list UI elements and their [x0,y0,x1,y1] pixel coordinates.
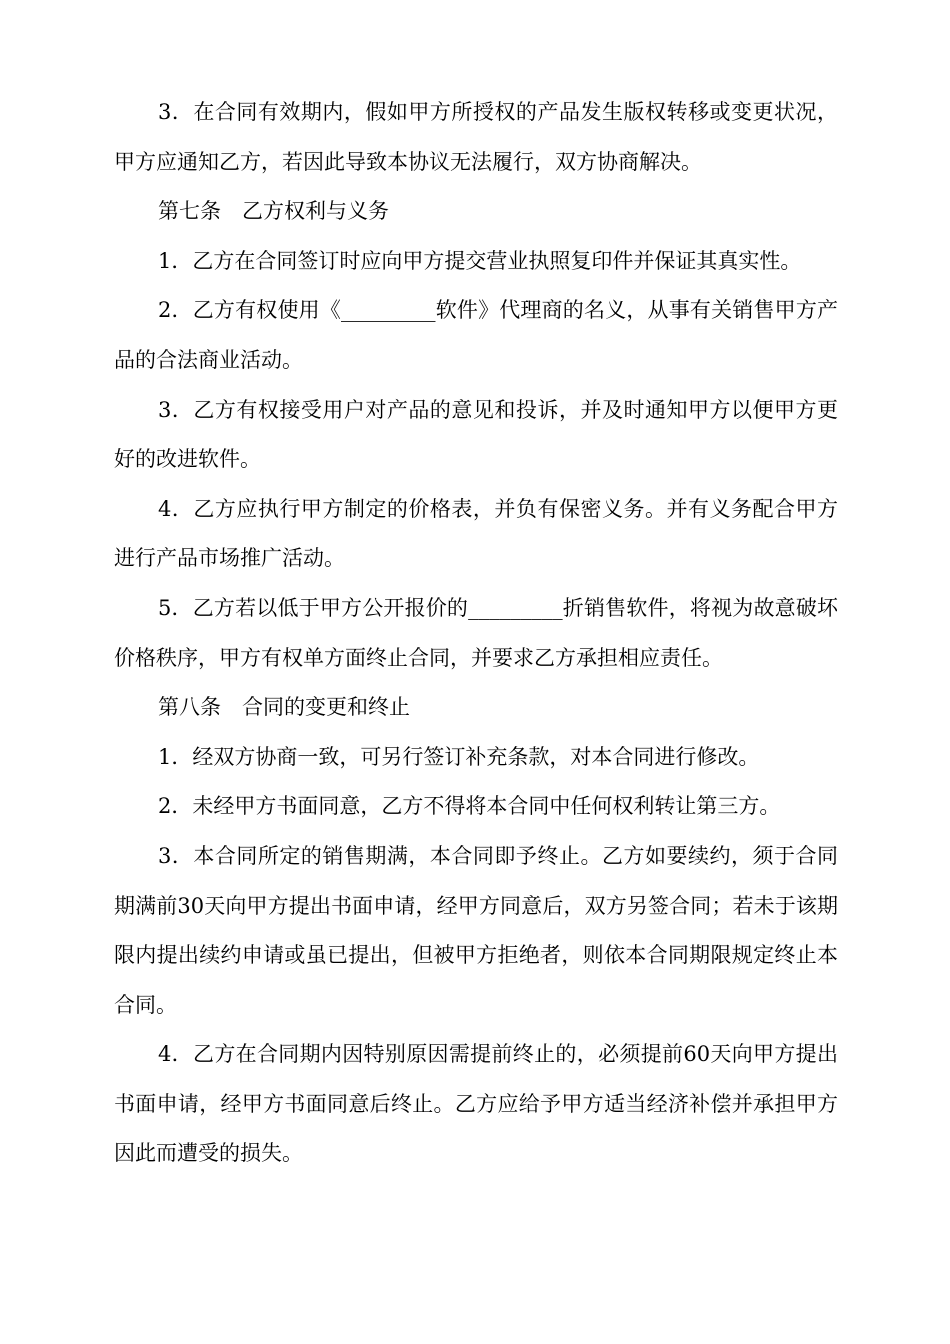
article-heading: 第七条 乙方权利与义务 [158,199,389,224]
clause-paragraph: 1．乙方在合同签订时应向甲方提交营业执照复印件并保证其真实性。 [158,248,802,273]
contract-body [114,88,838,1179]
clause-paragraph: 2．乙方有权使用《_________软件》代理商的名义，从事有关销售甲方产品的合法商业活动。 [114,298,838,372]
clause-paragraph: 4．乙方在合同期内因特别原因需提前终止的，必须提前60天向甲方提出书面申请，经甲方书面同意后终止。乙方应给予甲方适当经济补偿并承担甲方因此而遭受的损失。 [114,1042,838,1166]
clause-paragraph: 3．乙方有权接受用户对产品的意见和投诉，并及时通知甲方以便甲方更好的改进软件。 [114,397,838,472]
clause-paragraph: 2．未经甲方书面同意，乙方不得将本合同中任何权利转让第三方。 [158,794,781,819]
clause-paragraph: 4．乙方应执行甲方制定的价格表，并负有保密义务。并有义务配合甲方进行产品市场推广活动。 [114,496,838,571]
article-heading: 第八条 合同的变更和终止 [158,695,410,720]
clause-paragraph: 3．本合同所定的销售期满，本合同即予终止。乙方如要续约，须于合同期满前30天向甲方提出书面申请，经甲方同意后，双方另签合同；若未于该期限内提出续约申请或虽已提出，但被甲方拒绝者，则依本合同期限规定终止本合同。 [114,843,838,1017]
clause-paragraph: 3．在合同有效期内，假如甲方所授权的产品发生版权转移或变更状况，甲方应通知乙方，若因此导致本协议无法履行，双方协商解决。 [114,100,838,174]
clause-paragraph: 5．乙方若以低于甲方公开报价的_________折销售软件，将视为故意破坏价格秩序，甲方有权单方面终止合同，并要求乙方承担相应责任。 [114,595,838,670]
clause-paragraph: 1．经双方协商一致，可另行签订补充条款，对本合同进行修改。 [158,744,760,769]
